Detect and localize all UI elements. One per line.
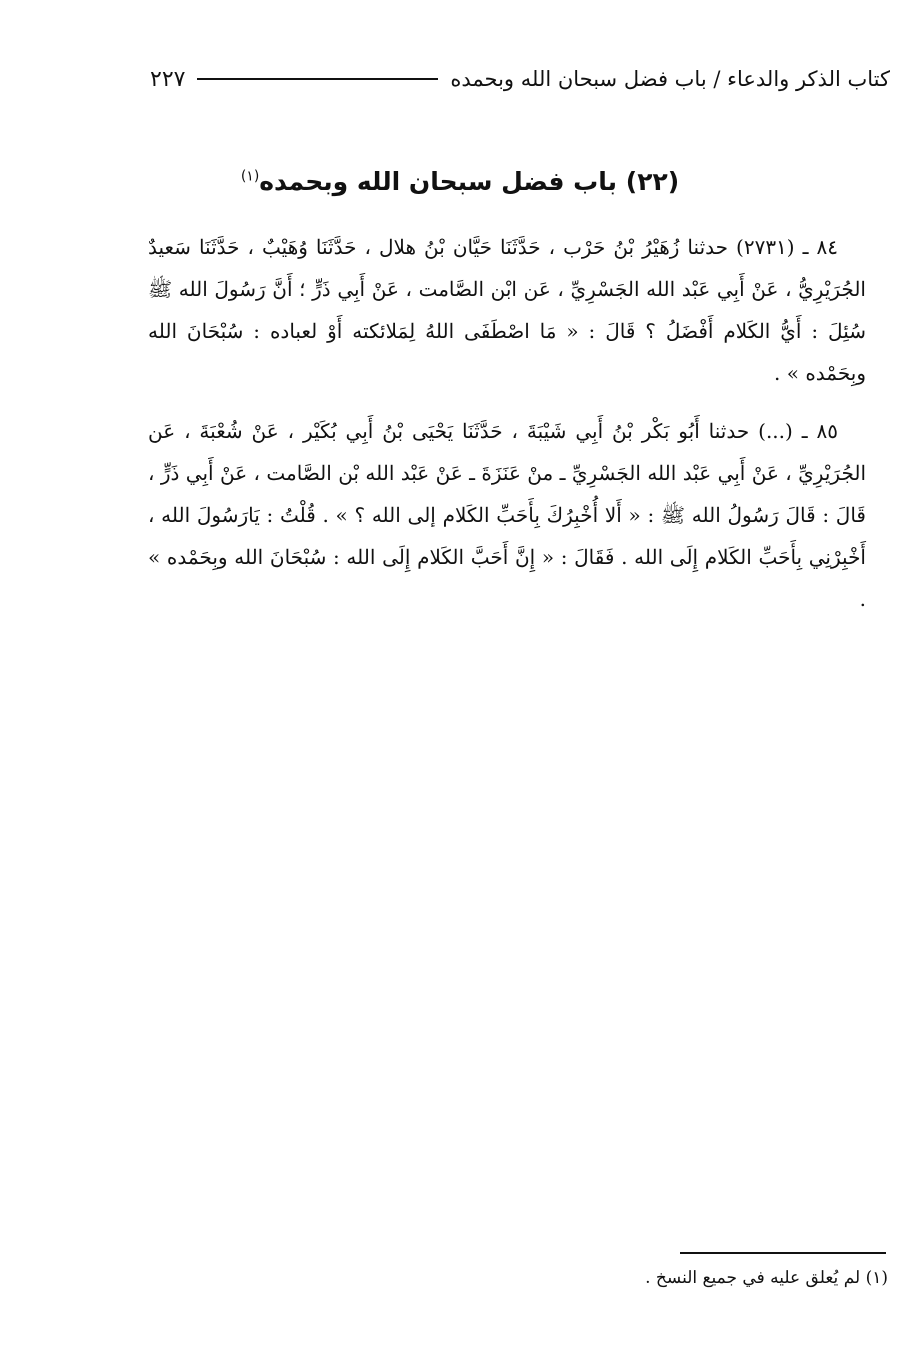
page-number: ٢٢٧ [150,66,186,92]
chapter-heading [160,167,760,196]
header-rule [197,78,438,80]
hadith-number: ٨٥ ـ [801,419,839,443]
hadith-number: ٨٤ ـ [802,235,839,259]
running-header-title: كتاب الذكر والدعاء / باب فضل سبحان الله وبحمده [450,67,890,91]
hadith-body [148,226,866,636]
hadith-text: (...) حدثنا أَبُو بَكْر بْنُ أَبِي شَيْبَةَ ، حَدَّثَنَا يَحْيَى بْنُ أَبِي بُكَيْر ، عَنْ شُعْبَةَ ، عَن الجُرَيْرِيِّ ، عَنْ أَبِي عَبْد الله الجَسْرِيِّ ـ منْ عَنَزَةَ ـ عَنْ عَبْد الله بْن الصَّامت ، عَنْ أَبِي ذَرٍّ ، قَالَ : قَالَ رَسُولُ الله ﷺ : « أَلا أُخْبِرُكَ بِأَحَبِّ الكَلام إلى الله ؟ » . قُلْتُ : يَارَسُولَ الله ، أَخْبِرْنِي بِأَحَبِّ الكَلام إِلَى الله . فَقَالَ : « إِنَّ أَحَبَّ الكَلام إِلَى الله : سُبْحَانَ الله وبِحَمْده » . [148,419,866,611]
footnote-rule [680,1252,886,1254]
footnote-marker: (١) [240,168,260,185]
footnote: (١) لم يُعلق عليه في جميع النسخ . [645,1268,888,1288]
running-header [150,62,890,96]
hadith-85 [148,410,866,620]
hadith-text: (٢٧٣١) حدثنا زُهَيْرُ بْنُ حَرْب ، حَدَّثَنَا حَيَّان بْنُ هلال ، حَدَّثَنَا وُهَيْبٌ ، حَدَّثَنَا سَعيدٌ الجُرَيْرِيُّ ، عَنْ أَبِي عَبْد الله الجَسْرِيِّ ، عَن ابْن الصَّامت ، عَنْ أَبِي ذَرٍّ ؛ أَنَّ رَسُولَ الله ﷺ سُئِلَ : أَيُّ الكَلام أَفْضَلُ ؟ قَالَ : « مَا اصْطَفَى اللهُ لِمَلائكته أَوْ لعباده : سُبْحَانَ الله وبِحَمْده » . [148,235,866,385]
hadith-84 [148,226,866,394]
chapter-title: (٢٢) باب فضل سبحان الله وبحمده [259,167,680,196]
